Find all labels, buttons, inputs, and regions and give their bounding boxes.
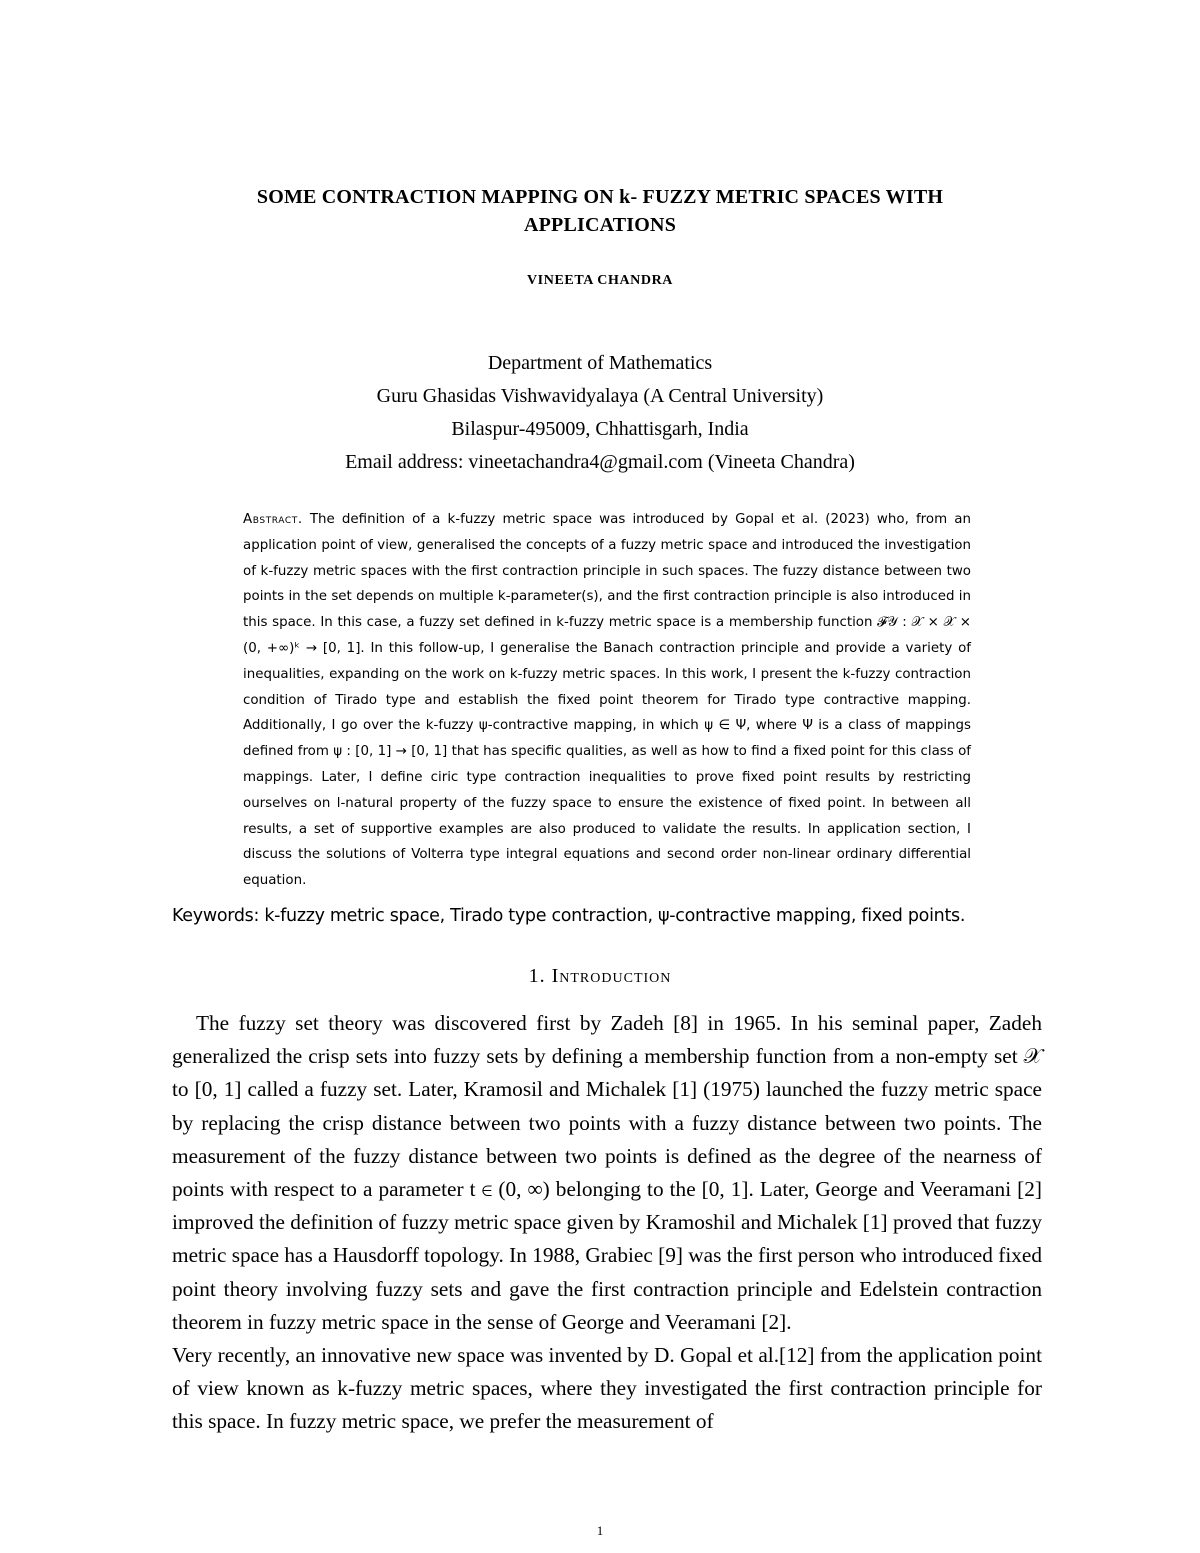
section-title: Introduction xyxy=(551,965,672,987)
location: Bilaspur-495009, Chhattisgarh, India xyxy=(451,418,749,440)
paragraph: Very recently, an innovative new space was invented by D. Gopal et al.[12] from the application point of view known as k-fuzzy metric spaces, where they investigated the first contraction principle for this space. In fuzzy metric space, we prefer the measurement of xyxy=(172,1343,1042,1434)
page-number: 1 xyxy=(596,1523,604,1538)
university: Guru Ghasidas Vishwavidyalaya (A Central University) xyxy=(376,385,824,407)
paper-title xyxy=(150,183,1050,239)
abstract-text: The definition of a k-fuzzy metric space was introduced by Gopal et al. (2023) who, from an application point of view, generalised the concepts of a fuzzy metric space and introduced the investigation of k-fuzzy metric spaces with the first contraction principle in such spaces. The fuzzy distance between two points in the set depends on multiple k-parameter(s), and the first contraction principle is also introduced in this space. In this case, a fuzzy set defined in k-fuzzy metric space is a membership function 𝓕𝒴 : 𝒳 × 𝒳 × (0, +∞)ᵏ → [0, 1]. In this follow-up, I generalise the Banach contraction principle and provide a variety of inequalities, expanding on the work on k-fuzzy metric spaces. In this work, I present the k-fuzzy contraction condition of Tirado type and establish the fixed point theorem for Tirado type contractive mapping. Additionally, I go over the k-fuzzy ψ-contractive mapping, in which ψ ∈ Ψ, where Ψ is a class of mappings defined from ψ : [0, 1] → [0, 1] that has specific qualities, as well as how to find a fixed point for this class of mappings. Later, I define ciric type contraction inequalities to prove fixed point results by restricting ourselves on l-natural property of the fuzzy space to ensure the existence of fixed point. In between all results, a set of supportive examples are also produced to validate the results. In application section, I discuss the solutions of Volterra type integral equations and second order non-linear ordinary differential equation. xyxy=(243,512,971,889)
author-name: VINEETA CHANDRA xyxy=(526,273,674,288)
affiliation-block xyxy=(150,347,1050,479)
email-address: Email address: vineetachandra4@gmail.com (Vineeta Chandra) xyxy=(345,451,855,473)
department: Department of Mathematics xyxy=(487,352,713,374)
title-line-1: SOME CONTRACTION MAPPING ON k- FUZZY METRIC SPACES WITH xyxy=(256,186,944,208)
keywords: Keywords: k-fuzzy metric space, Tirado type contraction, ψ-contractive mapping, fixed points. xyxy=(172,906,966,926)
paragraph: The fuzzy set theory was discovered first by Zadeh [8] in 1965. In his seminal paper, Zadeh generalized the crisp sets into fuzzy sets by defining a membership function from a non-empty set 𝒳 to [0, 1] called a fuzzy set. Later, Kramosil and Michalek [1] (1975) launched the fuzzy metric space by replacing the crisp distance between two points with a fuzzy distance between two points. The measurement of the fuzzy distance between two points is defined as the degree of the nearness of points with respect to a parameter t ∈ (0, ∞) belonging to the [0, 1]. Later, George and Veeramani [2] improved the definition of fuzzy metric space given by Kramoshil and Michalek [1] proved that fuzzy metric space has a Hausdorff topology. In 1988, Grabiec [9] was the first person who introduced fixed point theory involving fuzzy sets and gave the first contraction principle and Edelstein contraction theorem in fuzzy metric space in the sense of George and Veeramani [2]. xyxy=(172,1011,1042,1334)
abstract xyxy=(243,507,971,894)
section-heading xyxy=(150,965,1050,988)
introduction-body xyxy=(172,1007,1042,1439)
section-number: 1. xyxy=(528,965,546,987)
title-line-2: APPLICATIONS xyxy=(523,214,677,236)
abstract-label: Abstract. xyxy=(243,512,303,527)
